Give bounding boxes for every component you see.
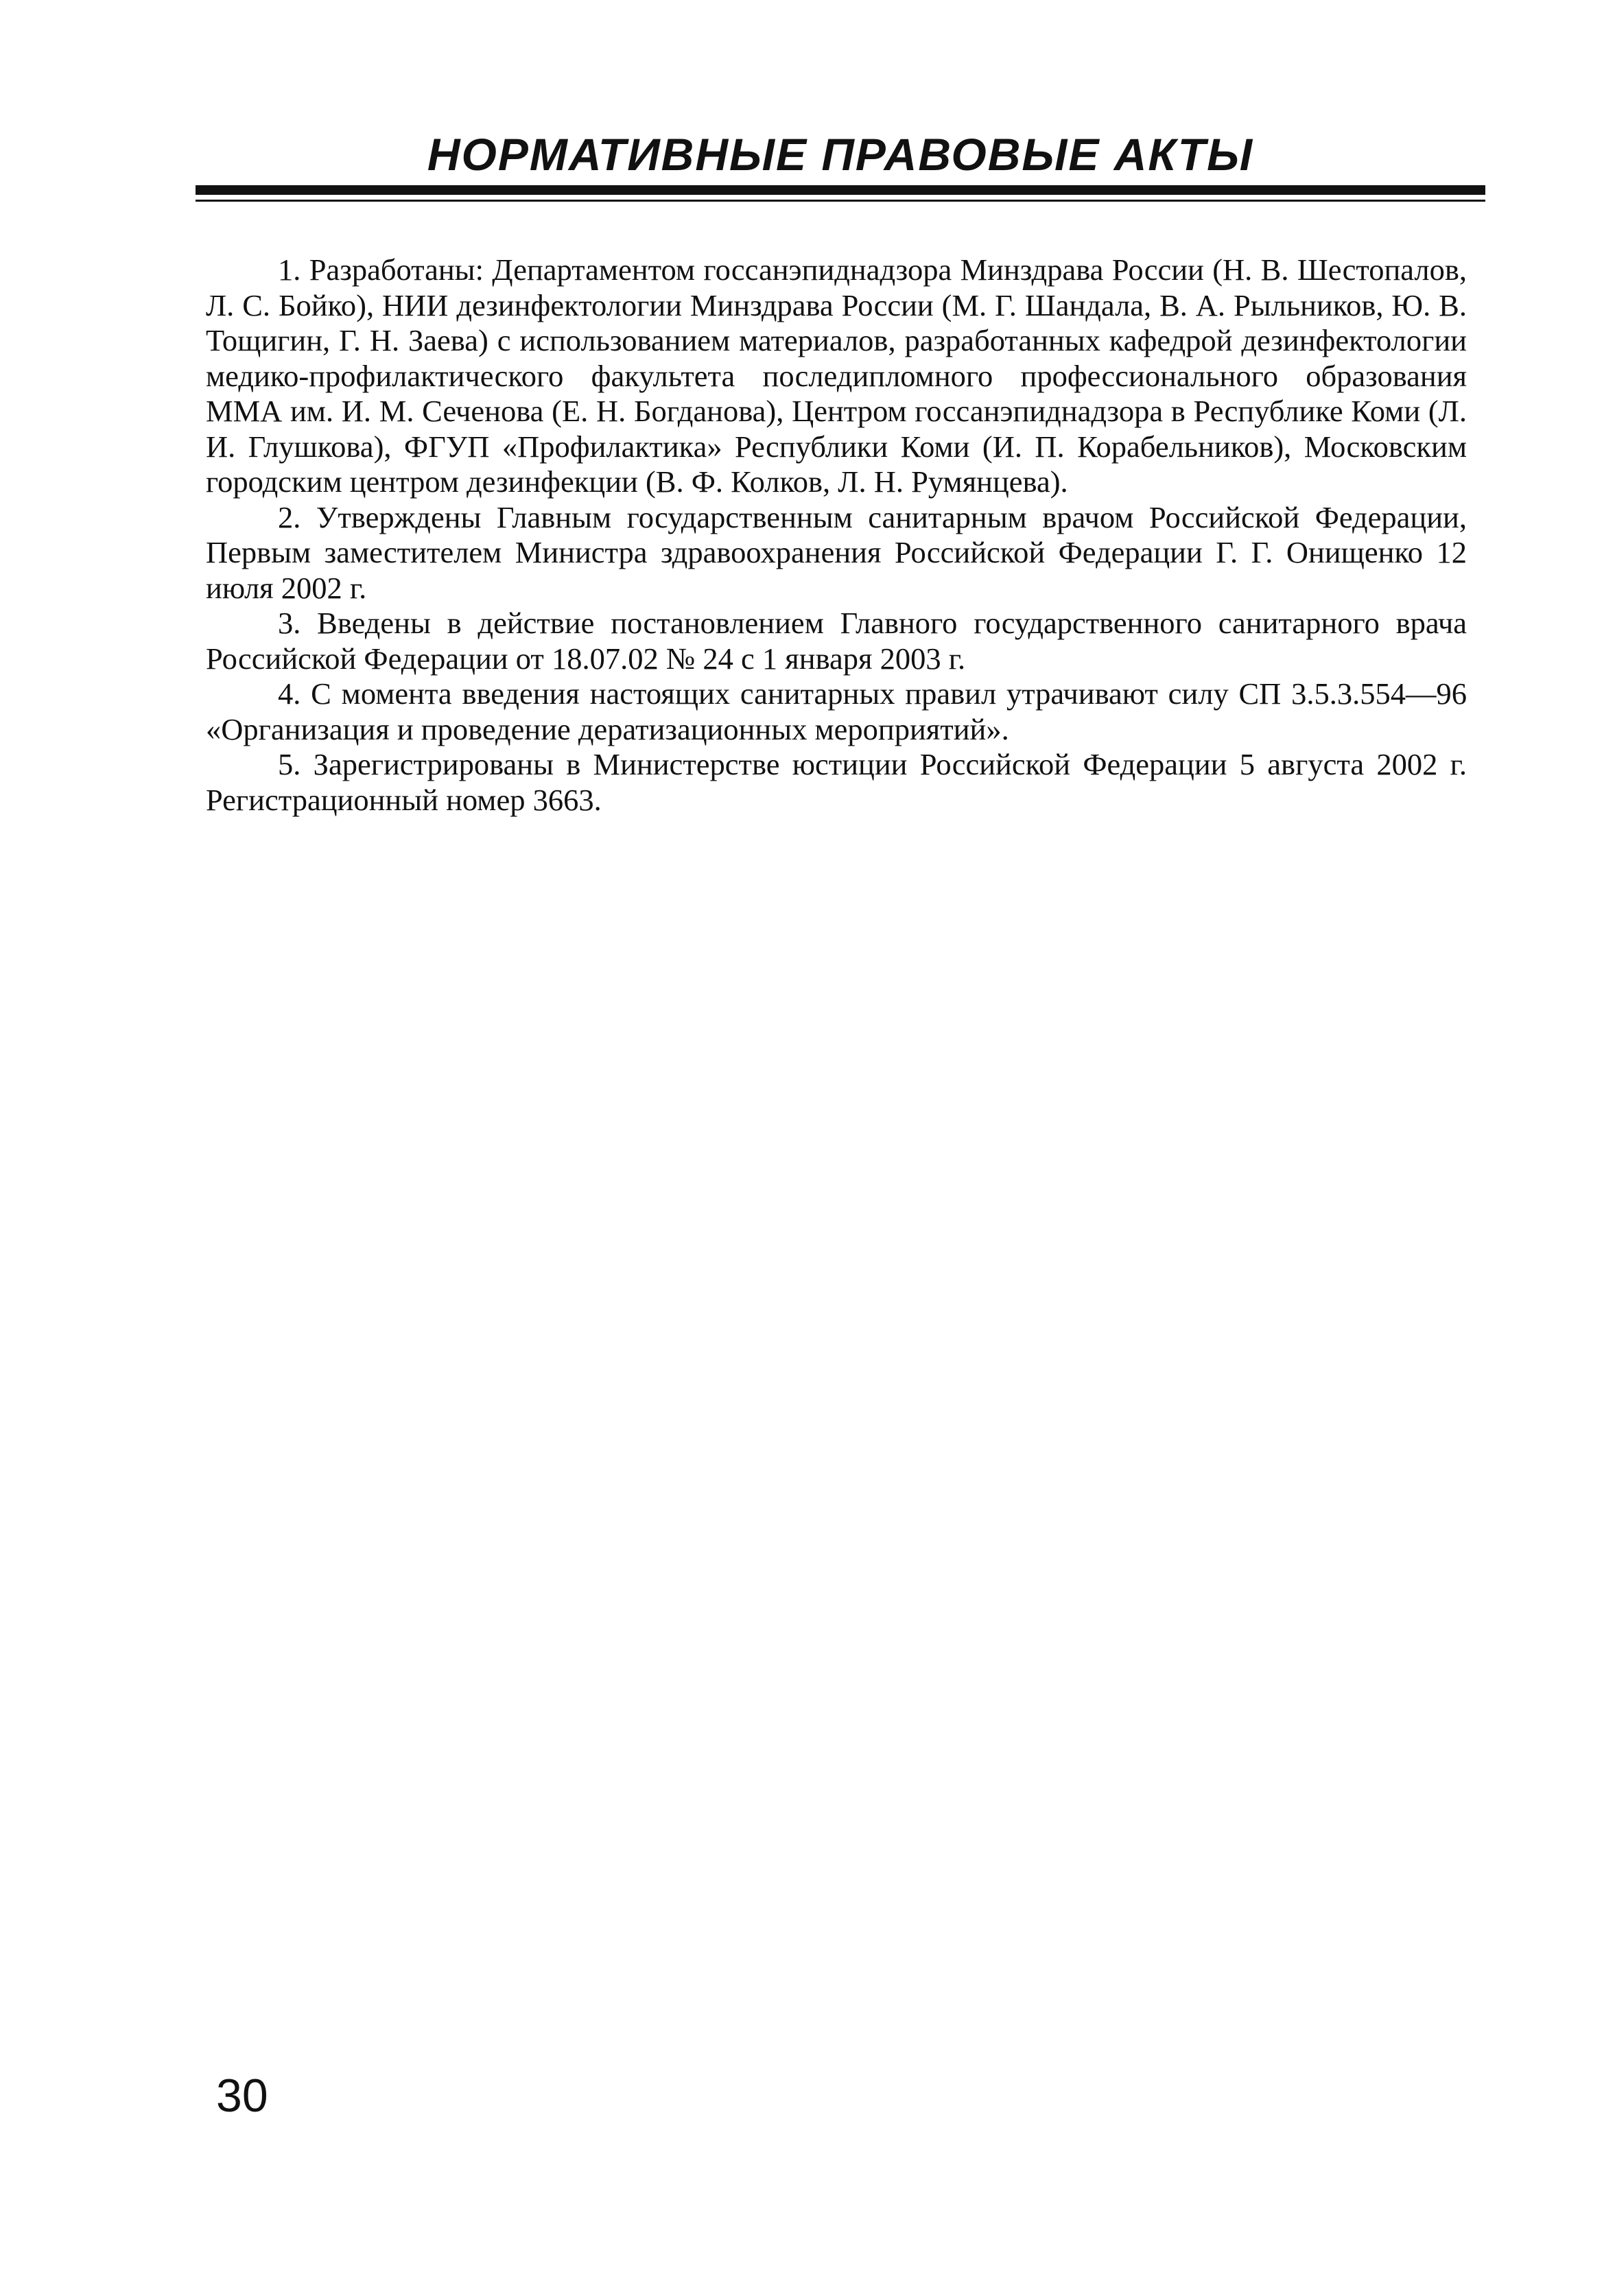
paragraph-developers: 1. Разработаны: Департаментом госсанэпиднадзора Минздрава России (Н. В. Шестопалов, Л. С. Бойко), НИИ дезинфектологии Минздрава России (М. Г. Шандала, В. А. Рыльников, Ю. В. Тощигин, Г. Н. Заева) с использованием материалов, разработанных кафедрой дезинфектологии медико-профилактического факультета последипломного профессионального образования ММА им. И. М. Сеченова (Е. Н. Богданова), Центром госсанэпиднадзора в Республике Коми (Л. И. Глушкова), ФГУП «Профилактика» Республики Коми (И. П. Корабельников), Московским городским центром дезинфекции (В. Ф. Колков, Л. Н. Румянцева). xyxy=(206,252,1467,499)
paragraph-enactment: 3. Введены в действие постановлением Главного государственного санитарного врача Российской Федерации от 18.07.02 № 24 с 1 января 2003 г. xyxy=(206,606,1467,676)
page-header xyxy=(196,127,1485,182)
page-title: НОРМАТИВНЫЕ ПРАВОВЫЕ АКТЫ xyxy=(427,129,1254,180)
paragraph-repeal: 4. С момента введения настоящих санитарных правил утрачивают силу СП 3.5.3.554—96 «Организация и проведение дератизационных мероприятий». xyxy=(206,676,1467,746)
paragraph-approval: 2. Утверждены Главным государственным санитарным врачом Российской Федерации, Первым заместителем Министра здравоохранения Российской Федерации Г. Г. Онищенко 12 июля 2002 г. xyxy=(206,499,1467,605)
header-rule-thin xyxy=(196,200,1485,202)
page-number: 30 xyxy=(216,2070,268,2122)
paragraph-registration: 5. Зарегистрированы в Министерстве юстиции Российской Федерации 5 августа 2002 г. Регистрационный номер 3663. xyxy=(206,747,1467,817)
header-rule-thick xyxy=(196,185,1485,195)
document-body xyxy=(206,252,1467,818)
